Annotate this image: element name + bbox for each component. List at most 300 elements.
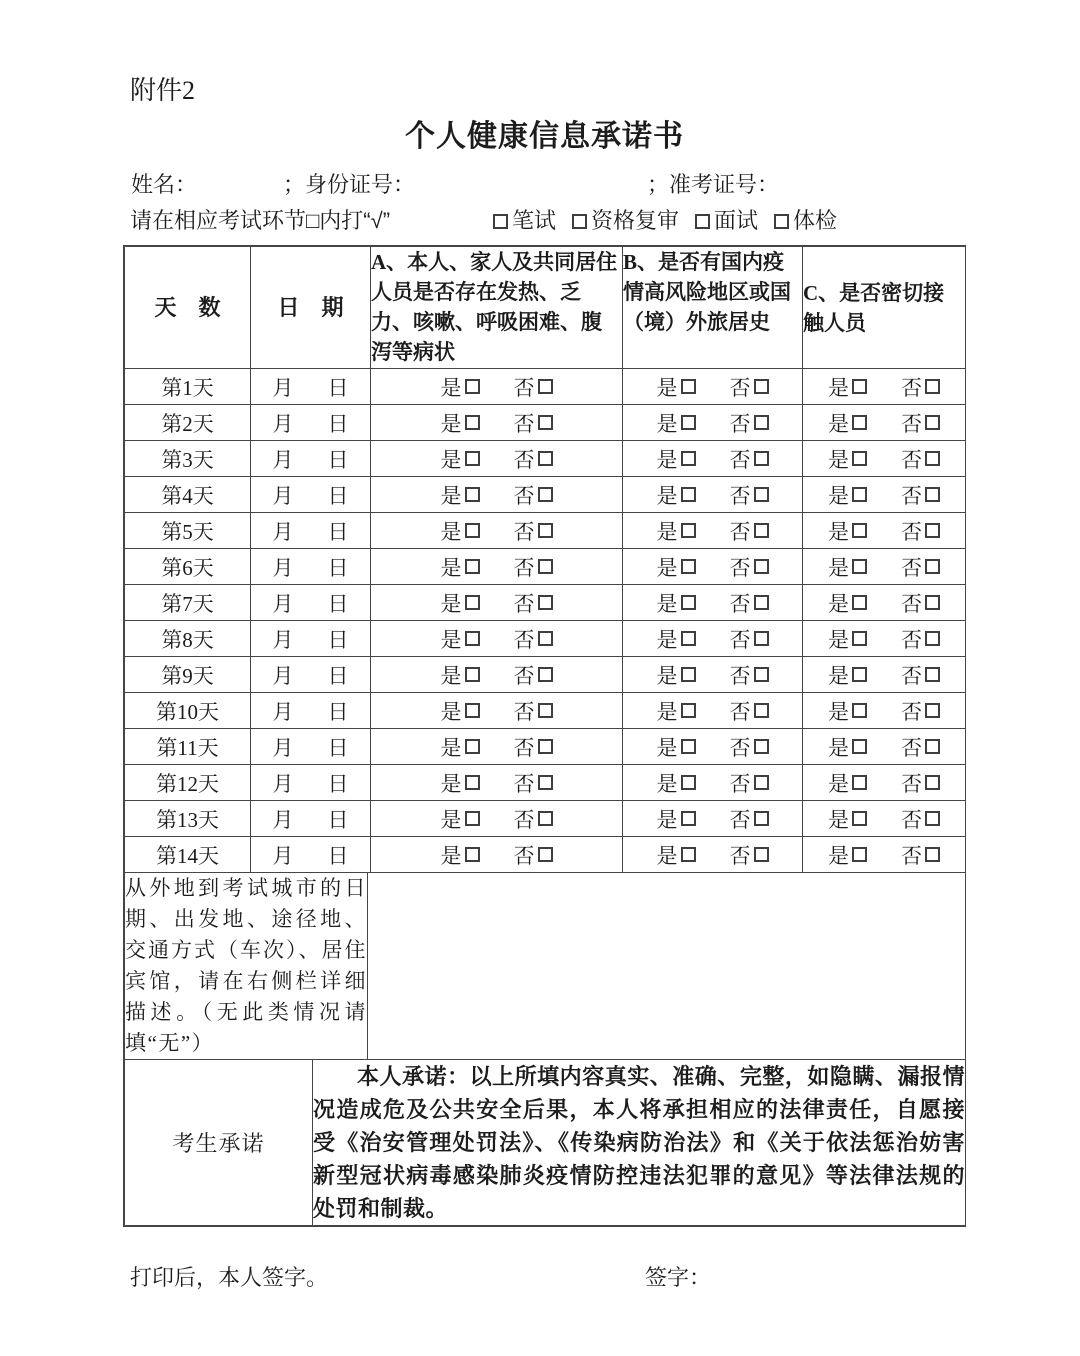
no-option	[514, 372, 553, 402]
symptom-yes-no-cell	[371, 477, 623, 513]
date-cell	[251, 585, 371, 621]
day-label: 日	[327, 627, 349, 652]
yes-label: 是	[440, 375, 462, 400]
yes-checkbox	[852, 703, 867, 718]
yes-option	[657, 444, 696, 474]
no-option	[514, 696, 553, 726]
month-label: 月	[272, 591, 294, 616]
yes-option	[441, 732, 480, 762]
no-option	[901, 444, 940, 474]
day-label: 日	[327, 699, 349, 724]
yes-checkbox	[681, 379, 696, 394]
day-label: 日	[327, 771, 349, 796]
no-label: 否	[901, 627, 922, 652]
yes-checkbox	[852, 415, 867, 430]
travel-risk-yes-no-cell	[623, 585, 803, 621]
yes-checkbox	[681, 451, 696, 466]
yes-label: 是	[440, 771, 462, 796]
yes-label: 是	[656, 447, 678, 472]
date-cell	[251, 621, 371, 657]
yes-option	[828, 408, 867, 438]
day-label: 日	[327, 447, 349, 472]
no-label: 否	[729, 519, 751, 544]
no-checkbox	[754, 523, 769, 538]
yes-label: 是	[440, 411, 462, 436]
no-checkbox	[538, 667, 553, 682]
no-option	[901, 732, 940, 762]
no-checkbox	[925, 523, 940, 538]
travel-risk-yes-no-cell	[623, 657, 803, 693]
yes-option	[657, 624, 696, 654]
symptom-yes-no-cell	[371, 801, 623, 837]
no-checkbox	[925, 667, 940, 682]
no-option	[514, 840, 553, 870]
symptom-yes-no-cell	[371, 621, 623, 657]
no-label: 否	[513, 519, 535, 544]
no-checkbox	[754, 667, 769, 682]
daily-rows	[125, 369, 966, 873]
footer-line	[123, 1263, 966, 1293]
yes-checkbox	[465, 847, 480, 862]
travel-risk-yes-no-cell	[623, 477, 803, 513]
no-checkbox	[538, 703, 553, 718]
date-cell	[251, 801, 371, 837]
no-checkbox	[754, 595, 769, 610]
day-cell: 第9天	[125, 657, 251, 693]
travel-risk-yes-no-cell	[623, 441, 803, 477]
table-header-row	[125, 247, 966, 369]
no-label: 否	[901, 771, 922, 796]
print-note: 打印后，本人签字。	[130, 1265, 329, 1290]
table-row	[125, 729, 966, 765]
exam-stage-checkbox	[695, 214, 710, 229]
no-option	[514, 660, 553, 690]
yes-option	[441, 696, 480, 726]
yes-checkbox	[465, 523, 480, 538]
table-row	[125, 837, 966, 873]
yes-label: 是	[828, 483, 849, 508]
date-cell	[251, 441, 371, 477]
exam-stage-item	[572, 206, 679, 236]
no-checkbox	[925, 559, 940, 574]
yes-label: 是	[656, 627, 678, 652]
yes-label: 是	[656, 663, 678, 688]
close-contact-yes-no-cell	[803, 621, 966, 657]
day-cell: 第11天	[125, 729, 251, 765]
no-checkbox	[538, 847, 553, 862]
yes-option	[828, 372, 867, 402]
no-option	[901, 768, 940, 798]
no-checkbox	[538, 451, 553, 466]
close-contact-yes-no-cell	[803, 405, 966, 441]
yes-option	[657, 768, 696, 798]
no-option	[901, 588, 940, 618]
yes-option	[657, 732, 696, 762]
no-label: 否	[901, 375, 922, 400]
yes-label: 是	[828, 375, 849, 400]
table-row	[125, 621, 966, 657]
yes-label: 是	[440, 699, 462, 724]
yes-checkbox	[465, 451, 480, 466]
no-checkbox	[538, 811, 553, 826]
yes-checkbox	[465, 415, 480, 430]
no-option	[901, 480, 940, 510]
month-label: 月	[272, 627, 294, 652]
no-checkbox	[925, 703, 940, 718]
date-cell	[251, 837, 371, 873]
header-date: 日 期	[251, 247, 371, 369]
no-checkbox	[754, 487, 769, 502]
day-cell: 第5天	[125, 513, 251, 549]
no-checkbox	[925, 811, 940, 826]
no-option	[514, 624, 553, 654]
no-label: 否	[901, 663, 922, 688]
symptom-yes-no-cell	[371, 549, 623, 585]
no-option	[901, 516, 940, 546]
no-label: 否	[729, 843, 751, 868]
day-cell: 第4天	[125, 477, 251, 513]
no-label: 否	[901, 483, 922, 508]
yes-label: 是	[656, 519, 678, 544]
yes-checkbox	[852, 379, 867, 394]
no-label: 否	[513, 807, 535, 832]
no-checkbox	[925, 379, 940, 394]
yes-option	[657, 480, 696, 510]
commitment-text: 本人承诺：以上所填内容真实、准确、完整，如隐瞒、漏报情况造成危及公共安全后果，本人将承担相应的法律责任，自愿接受《治安管理处罚法》、《传染病防治法》和《关于依法惩治妨害新型冠状病毒感染肺炎疫情防控违法犯罪的意见》等法律法规的处罚和制裁。	[313, 1060, 966, 1226]
date-cell	[251, 369, 371, 405]
travel-detail-area	[368, 873, 966, 1060]
day-label: 日	[327, 411, 349, 436]
yes-label: 是	[828, 447, 849, 472]
no-label: 否	[901, 807, 922, 832]
no-label: 否	[729, 375, 751, 400]
yes-label: 是	[828, 663, 849, 688]
travel-risk-yes-no-cell	[623, 405, 803, 441]
close-contact-yes-no-cell	[803, 585, 966, 621]
table-row	[125, 657, 966, 693]
date-cell	[251, 477, 371, 513]
no-label: 否	[513, 735, 535, 760]
symptom-yes-no-cell	[371, 837, 623, 873]
yes-label: 是	[440, 591, 462, 616]
no-label: 否	[901, 555, 922, 580]
symptom-yes-no-cell	[371, 441, 623, 477]
yes-checkbox	[852, 487, 867, 502]
instruction-text: 请在相应考试环节□内打“√”	[130, 208, 391, 233]
no-option	[730, 480, 769, 510]
no-label: 否	[729, 699, 751, 724]
no-label: 否	[729, 591, 751, 616]
no-label: 否	[513, 375, 535, 400]
exam-stage-label: 体检	[793, 208, 838, 233]
no-label: 否	[513, 411, 535, 436]
symptom-yes-no-cell	[371, 765, 623, 801]
month-label: 月	[272, 699, 294, 724]
no-option	[901, 804, 940, 834]
yes-option	[657, 660, 696, 690]
no-option	[730, 588, 769, 618]
travel-risk-yes-no-cell	[623, 693, 803, 729]
no-checkbox	[925, 415, 940, 430]
no-label: 否	[729, 483, 751, 508]
yes-label: 是	[440, 519, 462, 544]
yes-label: 是	[440, 483, 462, 508]
yes-label: 是	[440, 735, 462, 760]
no-option	[901, 660, 940, 690]
month-label: 月	[272, 555, 294, 580]
yes-checkbox	[681, 523, 696, 538]
no-checkbox	[925, 631, 940, 646]
yes-label: 是	[828, 843, 849, 868]
yes-checkbox	[465, 775, 480, 790]
no-checkbox	[754, 775, 769, 790]
no-option	[514, 804, 553, 834]
no-checkbox	[754, 451, 769, 466]
header-col-a-symptoms: A、本人、家人及共同居住人员是否存在发热、乏力、咳嗽、呼吸困难、腹泻等病状	[371, 247, 623, 369]
yes-option	[441, 408, 480, 438]
yes-option	[441, 624, 480, 654]
yes-label: 是	[656, 555, 678, 580]
yes-label: 是	[828, 627, 849, 652]
table-row	[125, 549, 966, 585]
day-label: 日	[327, 519, 349, 544]
yes-checkbox	[465, 811, 480, 826]
exam-stage-label: 资格复审	[591, 208, 680, 233]
no-option	[730, 372, 769, 402]
no-checkbox	[925, 451, 940, 466]
close-contact-yes-no-cell	[803, 765, 966, 801]
yes-checkbox	[852, 451, 867, 466]
yes-option	[441, 480, 480, 510]
symptom-yes-no-cell	[371, 693, 623, 729]
day-cell: 第14天	[125, 837, 251, 873]
yes-label: 是	[656, 375, 678, 400]
no-option	[514, 732, 553, 762]
no-option	[901, 552, 940, 582]
no-option	[730, 408, 769, 438]
no-label: 否	[729, 555, 751, 580]
month-label: 月	[272, 519, 294, 544]
exam-stage-checkbox	[572, 214, 587, 229]
no-option	[514, 516, 553, 546]
date-cell	[251, 405, 371, 441]
signature-label: 签字：	[645, 1265, 712, 1290]
close-contact-yes-no-cell	[803, 837, 966, 873]
yes-checkbox	[465, 379, 480, 394]
yes-option	[828, 840, 867, 870]
no-checkbox	[538, 415, 553, 430]
month-label: 月	[272, 843, 294, 868]
exam-stage-item	[774, 206, 837, 236]
no-option	[514, 408, 553, 438]
health-table	[123, 245, 966, 1227]
yes-checkbox	[681, 487, 696, 502]
no-checkbox	[754, 559, 769, 574]
instruction-line	[123, 206, 966, 236]
yes-label: 是	[440, 555, 462, 580]
table-row	[125, 477, 966, 513]
travel-risk-yes-no-cell	[623, 369, 803, 405]
day-label: 日	[327, 483, 349, 508]
date-cell	[251, 765, 371, 801]
no-option	[514, 552, 553, 582]
yes-option	[828, 696, 867, 726]
day-cell: 第8天	[125, 621, 251, 657]
name-label: 姓名：	[131, 172, 198, 197]
yes-option	[441, 660, 480, 690]
yes-checkbox	[681, 415, 696, 430]
no-label: 否	[513, 699, 535, 724]
no-checkbox	[754, 811, 769, 826]
yes-checkbox	[465, 487, 480, 502]
no-label: 否	[513, 591, 535, 616]
yes-option	[657, 840, 696, 870]
yes-label: 是	[656, 843, 678, 868]
no-checkbox	[538, 739, 553, 754]
yes-label: 是	[828, 735, 849, 760]
no-option	[514, 588, 553, 618]
symptom-yes-no-cell	[371, 729, 623, 765]
yes-option	[441, 444, 480, 474]
no-checkbox	[754, 631, 769, 646]
close-contact-yes-no-cell	[803, 801, 966, 837]
no-label: 否	[513, 483, 535, 508]
no-checkbox	[538, 559, 553, 574]
no-option	[514, 480, 553, 510]
yes-option	[441, 804, 480, 834]
no-checkbox	[754, 847, 769, 862]
day-cell: 第2天	[125, 405, 251, 441]
yes-checkbox	[852, 739, 867, 754]
no-label: 否	[729, 627, 751, 652]
yes-checkbox	[465, 703, 480, 718]
no-option	[730, 552, 769, 582]
no-option	[901, 696, 940, 726]
daily-health-table	[124, 246, 966, 873]
yes-checkbox	[681, 631, 696, 646]
yes-checkbox	[852, 631, 867, 646]
no-option	[514, 444, 553, 474]
yes-option	[441, 552, 480, 582]
yes-checkbox	[681, 595, 696, 610]
no-option	[514, 768, 553, 798]
no-label: 否	[901, 519, 922, 544]
close-contact-yes-no-cell	[803, 369, 966, 405]
month-label: 月	[272, 663, 294, 688]
travel-section	[124, 872, 966, 1060]
month-label: 月	[272, 807, 294, 832]
travel-risk-yes-no-cell	[623, 621, 803, 657]
header-days: 天 数	[125, 247, 251, 369]
no-label: 否	[513, 627, 535, 652]
yes-option	[828, 516, 867, 546]
yes-checkbox	[465, 631, 480, 646]
no-label: 否	[513, 843, 535, 868]
header-col-c-close-contact: C、是否密切接触人员	[803, 247, 966, 369]
no-option	[730, 624, 769, 654]
yes-option	[441, 768, 480, 798]
no-option	[730, 732, 769, 762]
no-checkbox	[925, 775, 940, 790]
yes-label: 是	[828, 555, 849, 580]
yes-option	[441, 516, 480, 546]
no-checkbox	[925, 847, 940, 862]
travel-note: 从外地到考试城市的日期、出发地、途径地、交通方式（车次）、居住宾馆，请在右侧栏详细描述。（无此类情况请填“无”）	[125, 873, 368, 1060]
yes-option	[828, 480, 867, 510]
month-label: 月	[272, 411, 294, 436]
no-checkbox	[538, 487, 553, 502]
table-row	[125, 693, 966, 729]
yes-label: 是	[828, 771, 849, 796]
no-checkbox	[538, 631, 553, 646]
day-cell: 第3天	[125, 441, 251, 477]
travel-risk-yes-no-cell	[623, 549, 803, 585]
yes-option	[657, 588, 696, 618]
yes-checkbox	[681, 559, 696, 574]
yes-label: 是	[440, 843, 462, 868]
yes-label: 是	[828, 591, 849, 616]
day-label: 日	[327, 555, 349, 580]
day-cell: 第12天	[125, 765, 251, 801]
table-row	[125, 765, 966, 801]
yes-checkbox	[681, 775, 696, 790]
yes-label: 是	[656, 807, 678, 832]
no-label: 否	[729, 663, 751, 688]
yes-label: 是	[656, 483, 678, 508]
no-option	[730, 768, 769, 798]
date-cell	[251, 549, 371, 585]
yes-option	[441, 372, 480, 402]
symptom-yes-no-cell	[371, 657, 623, 693]
header-col-b-travel-risk: B、是否有国内疫情高风险地区或国（境）外旅居史	[623, 247, 803, 369]
table-row	[125, 585, 966, 621]
exam-stage-label: 笔试	[512, 208, 557, 233]
yes-checkbox	[852, 847, 867, 862]
day-cell: 第13天	[125, 801, 251, 837]
day-label: 日	[327, 807, 349, 832]
symptom-yes-no-cell	[371, 513, 623, 549]
yes-checkbox	[681, 811, 696, 826]
commitment-section	[124, 1059, 966, 1226]
yes-checkbox	[465, 667, 480, 682]
yes-option	[828, 624, 867, 654]
no-label: 否	[513, 771, 535, 796]
yes-label: 是	[440, 627, 462, 652]
no-option	[730, 444, 769, 474]
no-label: 否	[901, 699, 922, 724]
yes-option	[828, 588, 867, 618]
yes-checkbox	[852, 595, 867, 610]
travel-risk-yes-no-cell	[623, 729, 803, 765]
yes-option	[441, 840, 480, 870]
yes-checkbox	[465, 739, 480, 754]
month-label: 月	[272, 735, 294, 760]
commitment-label: 考生承诺	[125, 1060, 313, 1226]
exam-stage-item	[695, 206, 758, 236]
no-option	[730, 840, 769, 870]
attachment-label: 附件2	[130, 76, 196, 105]
yes-option	[828, 444, 867, 474]
no-option	[901, 372, 940, 402]
no-checkbox	[538, 775, 553, 790]
no-option	[730, 804, 769, 834]
yes-checkbox	[852, 667, 867, 682]
yes-label: 是	[440, 447, 462, 472]
table-row	[125, 801, 966, 837]
yes-label: 是	[440, 663, 462, 688]
yes-label: 是	[440, 807, 462, 832]
yes-checkbox	[681, 739, 696, 754]
